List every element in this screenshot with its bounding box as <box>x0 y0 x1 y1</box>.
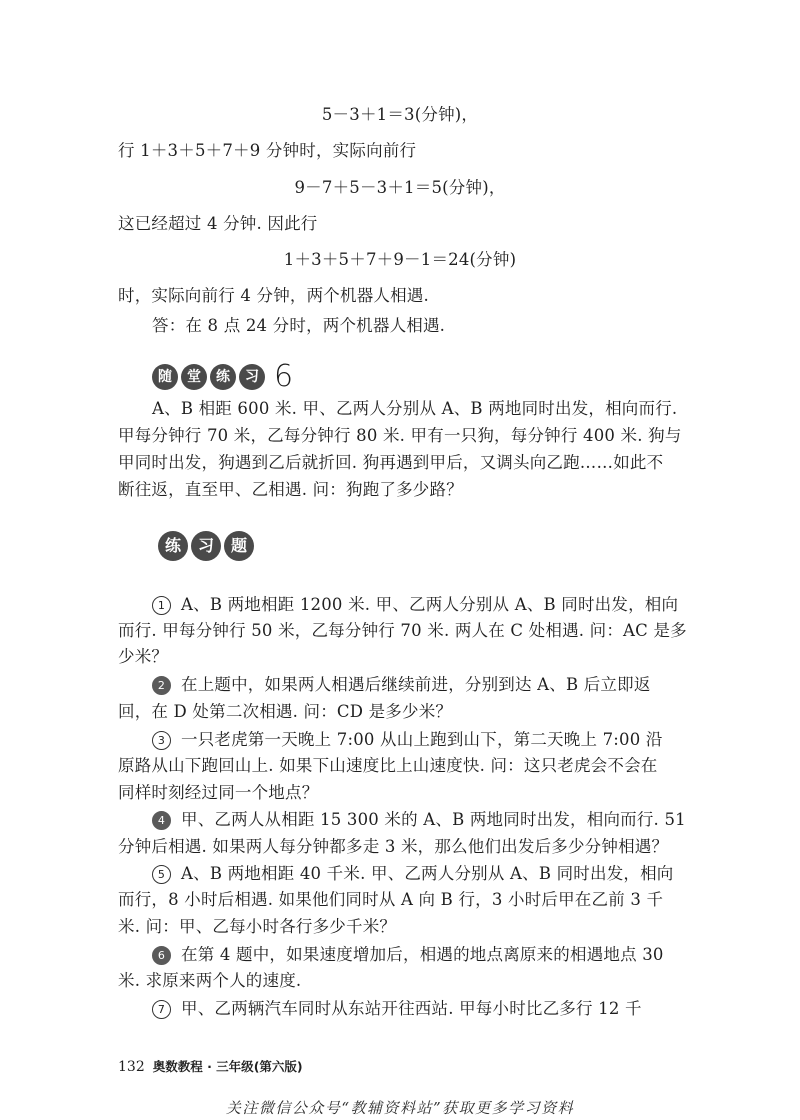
answer-line: 答：在 8 点 24 分时，两个机器人相遇. <box>152 316 446 335</box>
exercises-header <box>158 531 257 561</box>
practice-badge-4: 习 <box>239 364 265 390</box>
equation-3: 1＋3＋5＋7＋9－1＝24(分钟) <box>283 250 517 269</box>
practice-line-1: A、B 相距 600 米. 甲、乙两人分别从 A、B 两地同时出发，相向而行. <box>152 399 678 418</box>
equation-1: 5－3＋1＝3(分钟)， <box>321 105 479 124</box>
problem-1-line-2: 而行. 甲每分钟行 50 米，乙每分钟行 70 米. 两人在 C 处相遇. 问：AC 是多 <box>118 621 687 640</box>
book-edition: (第六版) <box>253 1059 303 1074</box>
practice-line-3: 甲同时出发，狗遇到乙后就折回. 狗再遇到甲后，又调头向乙跑……如此不 <box>118 453 664 472</box>
solution-line-2: 行 1＋3＋5＋7＋9 分钟时，实际向前行 <box>118 141 417 160</box>
exercises-badge-3: 题 <box>224 531 254 561</box>
problem-6-line-1: 6 在第 4 题中，如果速度增加后，相遇的地点离原来的相遇地点 30 <box>152 944 664 966</box>
practice-badge-2: 堂 <box>181 364 207 390</box>
book-title: 奥数教程 · 三年级 <box>152 1059 254 1074</box>
problem-4-number: 4 <box>152 811 171 830</box>
problem-3-number: 3 <box>152 731 171 750</box>
problem-3-line-2: 原路从山下跑回山上. 如果下山速度比上山速度快. 问：这只老虎会不会在 <box>118 756 658 775</box>
problem-7-number: 7 <box>152 1000 171 1019</box>
problem-7-line-1: 7 甲、乙两辆汽车同时从东站开往西站. 甲每小时比乙多行 12 千 <box>152 998 642 1020</box>
problem-4-line-1: 4 甲、乙两人从相距 15 300 米的 A、B 两地同时出发，相向而行. 51 <box>152 809 686 831</box>
solution-line-6: 时，实际向前行 4 分钟，两个机器人相遇. <box>118 286 429 305</box>
problem-2-line-2: 回，在 D 处第二次相遇. 问：CD 是多少米？ <box>118 702 453 721</box>
problem-5-number: 5 <box>152 865 171 884</box>
problem-5-line-1: 5 A、B 两地相距 40 千米. 甲、乙两人分别从 A、B 同时出发，相向 <box>152 863 674 885</box>
wechat-notice: 关注微信公众号“教辅资料站”获取更多学习资料 <box>225 1099 575 1117</box>
problem-6-number: 6 <box>152 946 171 965</box>
practice-line-4: 断往返，直至甲、乙相遇. 问：狗跑了多少路？ <box>118 480 463 499</box>
problem-3-line-3: 同样时刻经过同一个地点？ <box>118 783 319 802</box>
problem-6-line-2: 米. 求原来两个人的速度. <box>118 971 302 990</box>
page-number: 132 <box>118 1059 145 1075</box>
exercises-badge-2: 习 <box>191 531 221 561</box>
practice-number: 6 <box>274 359 294 394</box>
problem-3-line-1: 3 一只老虎第一天晚上 7:00 从山上跑到山下，第二天晚上 7:00 沿 <box>152 729 663 751</box>
problem-5-line-2: 而行，8 小时后相遇. 如果他们同时从 A 向 B 行，3 小时后甲在乙前 3 千 <box>118 890 664 909</box>
practice-line-2: 甲每分钟行 70 米，乙每分钟行 80 米. 甲有一只狗，每分钟行 400 米. 狗与 <box>118 426 682 445</box>
problem-1-line-1: 1 A、B 两地相距 1200 米. 甲、乙两人分别从 A、B 同时出发，相向 <box>152 594 678 616</box>
problem-4-line-2: 分钟后相遇. 如果两人每分钟都多走 3 米，那么他们出发后多少分钟相遇？ <box>118 837 669 856</box>
practice-badge-3: 练 <box>210 364 236 390</box>
practice-header <box>152 359 294 394</box>
problem-1-line-3: 少米？ <box>118 647 169 666</box>
problem-5-line-3: 米. 问：甲、乙每小时各行多少千米？ <box>118 917 397 936</box>
page-footer <box>118 1057 303 1075</box>
problem-2-line-1: 2 在上题中，如果两人相遇后继续前进，分别到达 A、B 后立即返 <box>152 674 651 696</box>
exercises-badge-1: 练 <box>158 531 188 561</box>
problem-2-number: 2 <box>152 676 171 695</box>
practice-badge-1: 随 <box>152 364 178 390</box>
equation-2: 9－7＋5－3＋1＝5(分钟)， <box>294 178 506 197</box>
problem-1-number: 1 <box>152 596 171 615</box>
solution-line-4: 这已经超过 4 分钟. 因此行 <box>118 214 318 233</box>
